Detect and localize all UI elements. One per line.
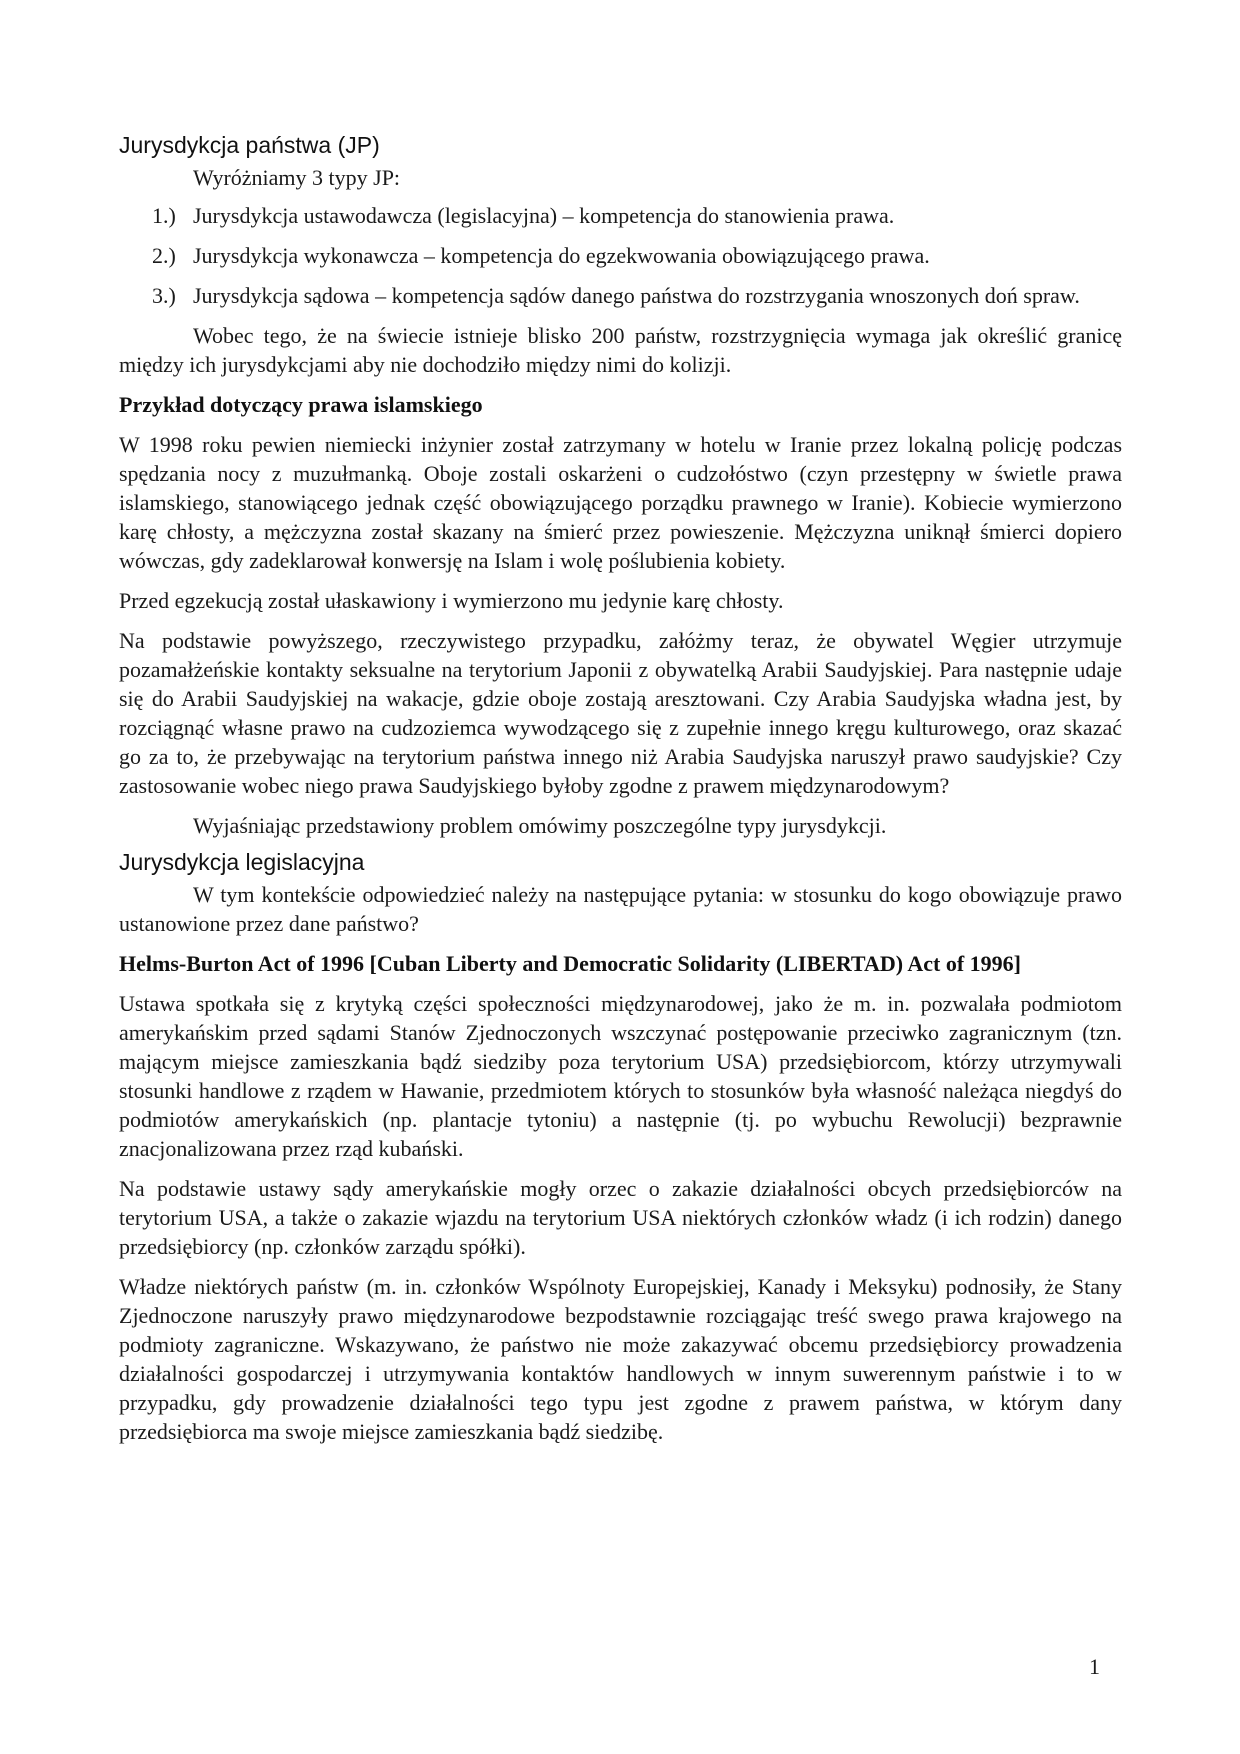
list-item <box>119 201 1122 230</box>
intro-paragraph: Wyróżniamy 3 typy JP: <box>193 165 401 190</box>
paragraph-w-tym-kontekscie: W tym kontekście odpowiedzieć należy na następujące pytania: w stosunku do kogo obowiązuje prawo ustanowione przez dane państwo? <box>119 882 1122 936</box>
heading-example-islamic-law: Przykład dotyczący prawa islamskiego <box>119 392 483 417</box>
paragraph-przed-egzekucja: Przed egzekucją został ułaskawiony i wymierzono mu jedynie karę chłosty. <box>119 588 784 613</box>
heading-jurysdykcja-panstwa: Jurysdykcja państwa (JP) <box>119 132 380 158</box>
jurisdiction-types-list <box>119 201 1122 310</box>
list-item-text: Jurysdykcja wykonawcza – kompetencja do egzekwowania obowiązującego prawa. <box>193 243 930 268</box>
heading-helms-burton-act: Helms-Burton Act of 1996 [Cuban Liberty and Democratic Solidarity (LIBERTAD) Act of 1996] <box>119 951 1021 976</box>
list-item-number: 2.) <box>152 243 176 268</box>
paragraph-wyjasniajac: Wyjaśniając przedstawiony problem omówimy poszczególne typy jurysdykcji. <box>193 813 887 838</box>
paragraph-wobec-tego: Wobec tego, że na świecie istnieje blisko 200 państw, rozstrzygnięcia wymaga jak określić granicę między ich jurysdykcjami aby nie dochodziło między nimi do kolizji. <box>119 323 1122 377</box>
list-item-text: Jurysdykcja sądowa – kompetencja sądów danego państwa do rozstrzygania wnoszonych doń spraw. <box>193 283 1080 308</box>
paragraph-w-1998: W 1998 roku pewien niemiecki inżynier został zatrzymany w hotelu w Iranie przez lokalną policję podczas spędzania nocy z muzułmanką. Oboje zostali oskarżeni o cudzołóstwo (czyn przestępny w świetle prawa islamskiego, stanowiącego jednak część obowiązującego porządku prawnego w Iranie). Kobiecie wymierzono karę chłosty, a mężczyzna został skazany na śmierć przez powieszenie. Mężczyzna uniknął śmierci dopiero wówczas, gdy zadeklarował konwersję na Islam i wolę poślubienia kobiety. <box>119 432 1122 573</box>
list-item-number: 3.) <box>152 283 176 308</box>
heading-jurysdykcja-legislacyjna: Jurysdykcja legislacyjna <box>119 849 365 875</box>
document-body <box>119 130 1122 1446</box>
list-item-text: Jurysdykcja ustawodawcza (legislacyjna) – kompetencja do stanowienia prawa. <box>193 203 895 228</box>
list-item <box>119 241 1122 270</box>
page-number: 1 <box>1089 1654 1100 1679</box>
list-item-number: 1.) <box>152 203 176 228</box>
paragraph-na-podstawie: Na podstawie powyższego, rzeczywistego przypadku, załóżmy teraz, że obywatel Węgier utrzymuje pozamałżeńskie kontakty seksualne na terytorium Japonii z obywatelką Arabii Saudyjskiej. Para następnie udaje się do Arabii Saudyjskiej na wakacje, gdzie oboje zostają aresztowani. Czy Arabia Saudyjska władna jest, by rozciągnąć własne prawo na cudzoziemca wywodzącego się z zupełnie innego kręgu kulturowego, oraz skazać go za to, że przebywając na terytorium państwa innego niż Arabia Saudyjska naruszył prawo saudyjskie? Czy zastosowanie wobec niego prawa Saudyjskiego byłoby zgodne z prawem międzynarodowym? <box>119 628 1122 798</box>
list-item <box>119 281 1122 310</box>
paragraph-wladze: Władze niektórych państw (m. in. członków Wspólnoty Europejskiej, Kanady i Meksyku) podnosiły, że Stany Zjednoczone naruszyły prawo międzynarodowe bezpodstawnie rozciągając treść swego prawa krajowego na podmioty zagraniczne. Wskazywano, że państwo nie może zakazywać obcemu przedsiębiorcy prowadzenia działalności gospodarczej i utrzymywania kontaktów handlowych w innym suwerennym państwie i to w przypadku, gdy prowadzenie działalności tego typu jest zgodne z prawem państwa, w którym dany przedsiębiorca ma swoje miejsce zamieszkania bądź siedzibę. <box>119 1274 1122 1444</box>
paragraph-ustawa: Ustawa spotkała się z krytyką części społeczności międzynarodowej, jako że m. in. pozwalała podmiotom amerykańskim przed sądami Stanów Zjednoczonych wszczynać postępowanie przeciwko zagranicznym (tzn. mającym miejsce zamieszkania bądź siedziby poza terytorium USA) przedsiębiorcom, którzy utrzymywali stosunki handlowe z rządem w Hawanie, przedmiotem których to stosunków była własność należąca niegdyś do podmiotów amerykańskich (np. plantacje tytoniu) a następnie (tj. po wybuchu Rewolucji) bezprawnie znacjonalizowana przez rząd kubański. <box>119 991 1122 1161</box>
paragraph-na-podstawie-ustawy: Na podstawie ustawy sądy amerykańskie mogły orzec o zakazie działalności obcych przedsiębiorców na terytorium USA, a także o zakazie wjazdu na terytorium USA niektórych członków władz (i ich rodzin) danego przedsiębiorcy (np. członków zarządu spółki). <box>119 1176 1122 1259</box>
